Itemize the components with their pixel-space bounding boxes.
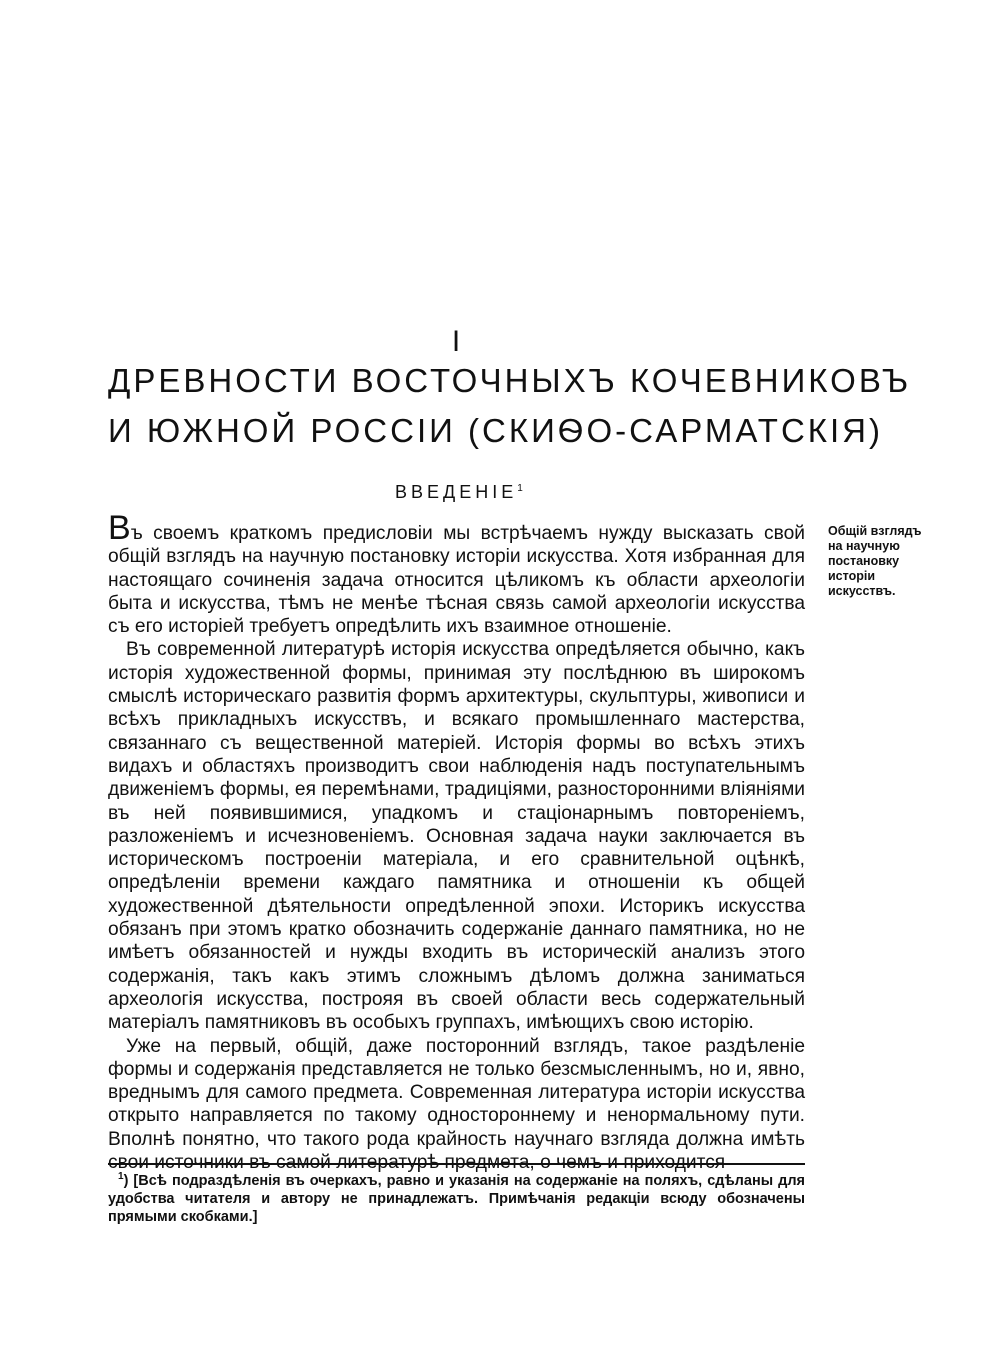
body-text bbox=[108, 509, 805, 1174]
footnote-text: ) [Всѣ подраздѣленiя въ очеркахъ, равно и указанiя на содержанiе на поляхъ, сдѣланы для удобства читателя и автору не принадлежатъ. Примѣчанiя редакцiи всюду обозначены прямыми скобками.] bbox=[108, 1172, 805, 1225]
chapter-title-line-1: ДРЕВНОСТИ ВОСТОЧНЫХЪ КОЧЕВНИКОВЪ bbox=[108, 362, 912, 399]
chapter-title-line-2: И ЮЖНОЙ РОССIИ (СКИѲО-САРМАТСКIЯ) bbox=[108, 412, 884, 449]
section-title: ВВЕДЕНIЕ bbox=[395, 482, 518, 502]
margin-note: Общiй взглядъ на научную постановку исторiи искусствъ. bbox=[828, 524, 922, 598]
drop-cap: В bbox=[108, 509, 131, 547]
footnote bbox=[108, 1168, 805, 1226]
paragraph-text: ъ своемъ краткомъ предисловiи мы встрѣчаемъ нужду высказать свой общiй взглядъ на научную постановку исторiи искусства. Хотя избранная для настоящаго сочиненiя задача относится цѣликомъ къ области археологiи быта и искусства, тѣмъ не менѣе тѣсная связь самой археологiи искусства съ его исторiей требуетъ опредѣлить ихъ взаимное отношенiе. bbox=[108, 523, 805, 638]
paragraph-3 bbox=[108, 1035, 805, 1175]
section-heading bbox=[395, 482, 523, 503]
paragraph-text: Въ современной литературѣ исторiя искусства опредѣляется обычно, какъ исторiя художественной формы, принимая эту послѣднюю въ широкомъ смыслѣ историческаго развитiя формъ архитектуры, скульптуры, живописи и всѣхъ прикладныхъ искусствъ, и всякаго промышленнаго мастерства, связаннаго съ вещественной матерiей. Исторiя формы во всѣхъ этихъ видахъ и областяхъ производитъ свои наблюденiя надъ поступательнымъ движенiемъ формы, ея перемѣнами, традицiями, разносторонними влiянiями въ ней появившимися, упадкомъ и стацiонарнымъ повторенiемъ, разложенiемъ и исчезновенiемъ. Основная задача науки заключается въ историческомъ построенiи матерiала, и его сравнительной оцѣнкѣ, опредѣленiи времени каждаго памятника и отношенiи къ общей художественной дѣятельности опредѣленной эпохи. Историкъ искусства обязанъ при этомъ кратко обозначить содержанiе даннаго памятника, но не имѣетъ обязанностей и нужды входить въ историческiй анализъ этого содержанiя, такъ какъ этимъ сложнымъ дѣломъ должна заниматься археологiя искусства, построяя въ своей области весь содержательный матерiалъ памятниковъ въ особыхъ группахъ, имѣющихъ свою исторiю. bbox=[108, 639, 805, 1034]
paragraph-1 bbox=[108, 509, 805, 638]
chapter-number: I bbox=[451, 325, 461, 358]
paragraph-2 bbox=[108, 638, 805, 1034]
footnote-divider bbox=[108, 1163, 805, 1165]
footnote-reference: 1 bbox=[517, 483, 523, 494]
paragraph-text: Уже на первый, общiй, даже посторонний взглядъ, такое раздѣленiе формы и содержанiя представляется не только безсмысленнымъ, но и, явно, вреднымъ для самого предмета. Современная литература исторiи искусства открыто направляется по такому одностороннему и ненормальному пути. Вполнѣ понятно, что такого рода крайность научнаго взгляда должна имѣть свои источники въ самой литературѣ предмета, о чемъ и приходится bbox=[108, 1035, 805, 1174]
footnote-marker: 1 bbox=[118, 1171, 124, 1182]
